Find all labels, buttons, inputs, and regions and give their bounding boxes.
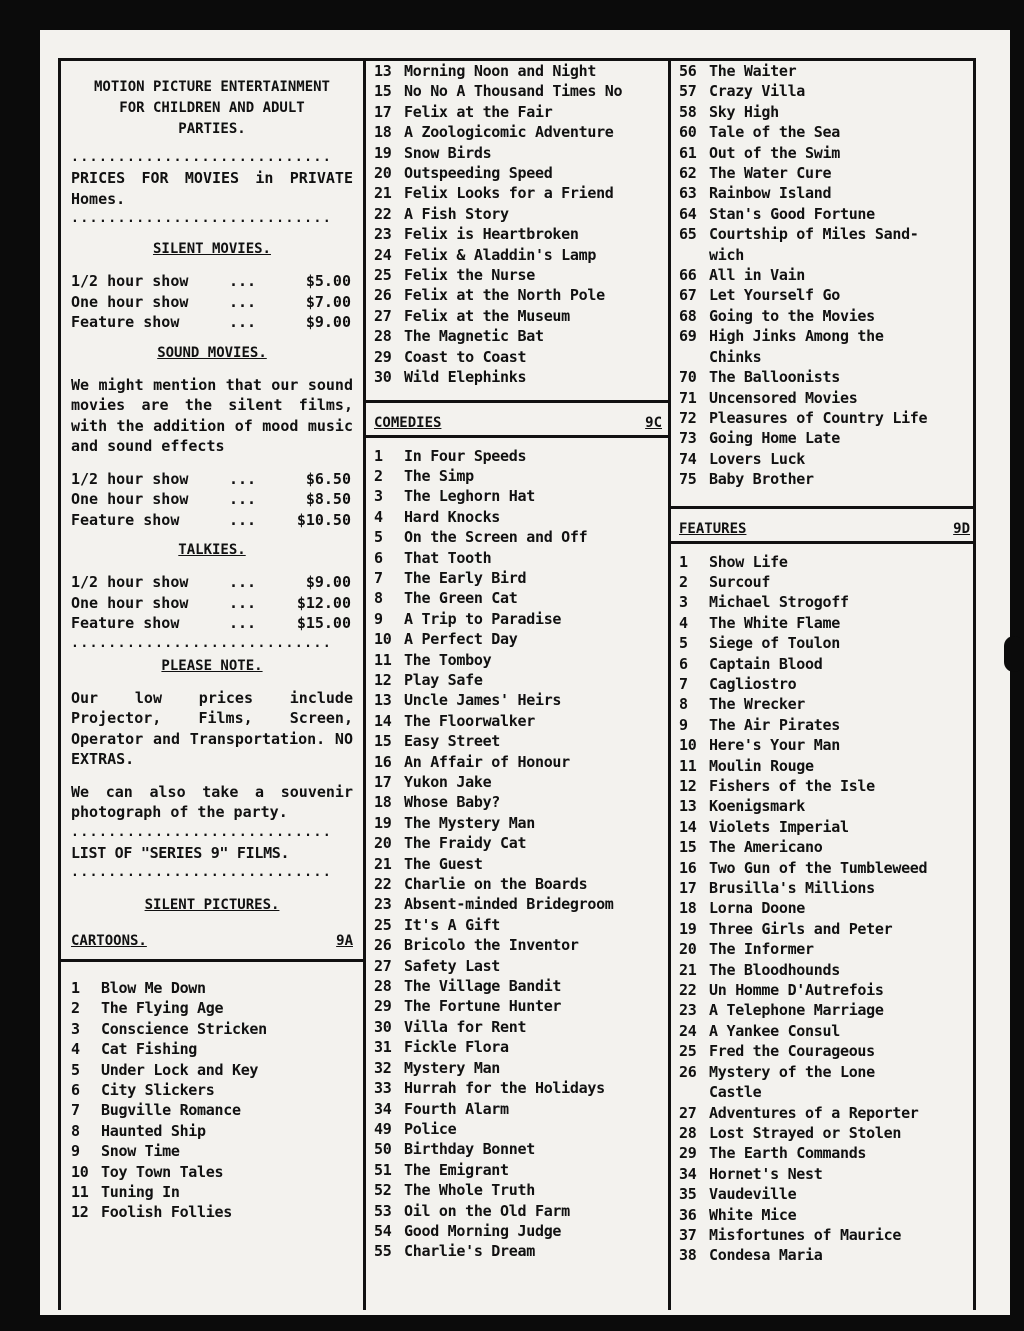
sound-movies-note: We might mention that our sound movies are the silent films, with the addition of mood music and sound effects xyxy=(71,375,353,455)
title-line: FOR CHILDREN AND ADULT xyxy=(119,100,305,116)
section-rule xyxy=(671,506,976,509)
sound-movies-prices xyxy=(71,469,353,531)
dotted-divider: ............................ xyxy=(71,865,333,880)
list-item: 16 An Affair of Honour xyxy=(374,752,570,771)
list-item: 17 Brusilla's Millions xyxy=(679,879,875,898)
price-row: 1/2 hour show ... $9.00 xyxy=(71,573,351,591)
punch-hole xyxy=(1004,636,1024,672)
please-note-heading: PLEASE NOTE. xyxy=(161,657,263,674)
list-item: 27 Safety Last xyxy=(374,956,501,975)
list-item: 37 Misfortunes of Maurice xyxy=(679,1225,902,1244)
list-item: 67 Let Yourself Go xyxy=(679,286,840,305)
dotted-divider: ............................ xyxy=(71,635,333,651)
list-item: 32 Mystery Man xyxy=(374,1058,501,1077)
talkies-prices xyxy=(71,572,353,634)
list-item: 9 Snow Time xyxy=(71,1142,180,1161)
list-item: 16 Two Gun of the Tumbleweed xyxy=(679,858,928,877)
list-item: 65 Courtship of Miles Sand- wich xyxy=(679,225,919,264)
list-item: 4 Cat Fishing xyxy=(71,1040,198,1059)
souvenir-text: We can also take a souvenir photograph of the party. xyxy=(71,782,353,821)
list-item: 22 Charlie on the Boards xyxy=(374,875,588,894)
list-item: 1 Show Life xyxy=(679,552,788,571)
list-item: 4 Hard Knocks xyxy=(374,507,501,526)
list-item: 17 Yukon Jake xyxy=(374,773,492,791)
list-item: 11 Moulin Rouge xyxy=(679,756,814,775)
list-item: 6 Captain Blood xyxy=(679,654,823,673)
list-item: 11 Tuning In xyxy=(71,1183,180,1202)
list-item: 68 Going to the Movies xyxy=(679,306,875,325)
list-item: 60 Tale of the Sea xyxy=(679,123,840,142)
list-item: 75 Baby Brother xyxy=(679,470,814,489)
price-row: 1/2 hour show ... $6.50 xyxy=(71,469,351,488)
prices-heading: PRICES FOR MOVIES in PRIVATE Homes. xyxy=(71,169,353,208)
list-item: 3 Michael Strogoff xyxy=(679,593,849,612)
price-row: One hour show ... $7.00 xyxy=(71,292,351,311)
price-row: Feature show ... $15.00 xyxy=(71,614,351,632)
list-item: 20 The Fraidy Cat xyxy=(374,834,527,853)
list-item: 52 The Whole Truth xyxy=(374,1181,535,1200)
price-row: Feature show ... $10.50 xyxy=(71,510,351,529)
list-item: 7 Cagliostro xyxy=(679,674,797,693)
list-item: 14 Violets Imperial xyxy=(679,817,849,836)
list-item: 34 Hornet's Nest xyxy=(679,1164,823,1183)
list-item: 29 Coast to Coast xyxy=(374,347,527,366)
list-item: 61 Out of the Swim xyxy=(679,143,840,162)
cartoons-list-continued xyxy=(679,61,970,490)
list-item: 5 Siege of Toulon xyxy=(679,634,840,653)
list-item: 18 Lorna Doone xyxy=(679,899,806,918)
list-item: 19 The Mystery Man xyxy=(374,813,535,832)
list-item: 14 The Floorwalker xyxy=(374,711,535,730)
list-item: 9 The Air Pirates xyxy=(679,715,840,734)
list-item: 73 Going Home Late xyxy=(679,429,840,448)
list-item: 13 Morning Noon and Night xyxy=(374,62,597,80)
list-item: 2 The Simp xyxy=(374,466,474,485)
section-rule xyxy=(61,959,363,962)
list-item: 56 The Waiter xyxy=(679,62,797,80)
list-item: 71 Uncensored Movies xyxy=(679,388,858,407)
list-item: 57 Crazy Villa xyxy=(679,82,806,101)
talkies-heading: TALKIES. xyxy=(178,542,246,558)
list-item: 23 Felix is Heartbroken xyxy=(374,225,579,244)
list-item: 70 The Balloonists xyxy=(679,368,840,387)
silent-pictures-heading: SILENT PICTURES. xyxy=(144,897,280,913)
list-item: 8 The Green Cat xyxy=(374,589,518,608)
list-item: 3 Conscience Stricken xyxy=(71,1019,267,1038)
title-line: MOTION PICTURE ENTERTAINMENT xyxy=(93,79,330,95)
column-cartoons-features xyxy=(671,61,976,1310)
title-line: PARTIES. xyxy=(178,121,246,137)
list-item: 7 The Early Bird xyxy=(374,568,527,587)
list-item: 58 Sky High xyxy=(679,102,779,121)
list-item: 20 Outspeeding Speed xyxy=(374,164,553,183)
price-row: One hour show ... $8.50 xyxy=(71,490,351,508)
list-item: 62 The Water Cure xyxy=(679,164,832,183)
list-item: 19 Three Girls and Peter xyxy=(679,919,893,938)
price-row: 1/2 hour show ... $5.00 xyxy=(71,272,351,290)
list-item: 25 Fred the Courageous xyxy=(679,1042,875,1061)
cartoons-heading: CARTOONS. 9A xyxy=(71,933,353,949)
list-item: 5 On the Screen and Off xyxy=(374,528,588,547)
list-item: 20 The Informer xyxy=(679,940,814,959)
list-item: 8 The Wrecker xyxy=(679,695,806,714)
list-item: 4 The White Flame xyxy=(679,613,840,632)
list-item: 34 Fourth Alarm xyxy=(374,1099,509,1118)
list-item: 27 Felix at the Museum xyxy=(374,306,570,325)
list-item: 2 The Flying Age xyxy=(71,999,224,1018)
list-item: 55 Charlie's Dream xyxy=(374,1242,535,1261)
list-item: 23 A Telephone Marriage xyxy=(679,1001,884,1020)
list-item: 13 Koenigsmark xyxy=(679,797,806,816)
list-item: 25 Felix the Nurse xyxy=(374,266,535,285)
list-item: 23 Absent-minded Bridegroom xyxy=(374,895,614,914)
list-item: 33 Hurrah for the Holidays xyxy=(374,1079,605,1098)
list-item: 8 Haunted Ship xyxy=(71,1121,206,1140)
list-item: 26 Mystery of the Lone Castle xyxy=(679,1062,875,1102)
list-item: 28 Lost Strayed or Stolen xyxy=(679,1123,902,1142)
list-item: 5 Under Lock and Key xyxy=(71,1060,259,1079)
list-item: 24 A Yankee Consul xyxy=(679,1021,840,1040)
list-item: 19 Snow Birds xyxy=(374,143,492,162)
list-item: 10 A Perfect Day xyxy=(374,630,518,649)
list-item: 21 The Bloodhounds xyxy=(679,960,840,979)
please-note-text: Our low prices include Projector, Films, Screen, Operator and Transportation. NO EXTRAS. xyxy=(71,688,353,768)
dotted-divider: ............................ xyxy=(71,150,333,165)
list-item: 9 A Trip to Paradise xyxy=(374,609,562,628)
list-item: 29 The Earth Commands xyxy=(679,1144,867,1163)
features-list xyxy=(679,552,970,1266)
list-item: 49 Police xyxy=(374,1119,457,1138)
features-heading: FEATURES 9D xyxy=(679,520,970,537)
list-item: 69 High Jinks Among the Chinks xyxy=(679,327,884,366)
comedies-heading: COMEDIES 9C xyxy=(374,414,662,431)
list-item: 36 White Mice xyxy=(679,1205,797,1224)
list-item: 2 Surcouf xyxy=(679,572,771,591)
list-item: 15 Easy Street xyxy=(374,732,501,751)
list-item: 18 Whose Baby? xyxy=(374,793,501,812)
list-item: 6 That Tooth xyxy=(374,548,492,567)
list-item: 26 Bricolo the Inventor xyxy=(374,936,579,955)
list-item: 25 It's A Gift xyxy=(374,915,501,934)
list-item: 72 Pleasures of Country Life xyxy=(679,408,928,427)
dotted-divider: ............................ xyxy=(71,211,333,226)
list-item: 1 In Four Speeds xyxy=(374,446,527,465)
list-item: 29 The Fortune Hunter xyxy=(374,997,562,1016)
list-item: 74 Lovers Luck xyxy=(679,449,806,468)
silent-movies-heading: SILENT MOVIES. xyxy=(152,241,271,257)
section-rule xyxy=(671,541,976,544)
list-item: 22 Un Homme D'Autrefois xyxy=(679,981,884,1000)
price-row: Feature show ... $9.00 xyxy=(71,313,351,331)
list-item: 28 The Magnetic Bat xyxy=(374,327,544,346)
cartoons-list xyxy=(71,978,353,1223)
list-item: 12 Play Safe xyxy=(374,670,483,689)
list-item: 53 Oil on the Old Farm xyxy=(374,1201,570,1220)
list-item: 3 The Leghorn Hat xyxy=(374,487,535,506)
list-item: 15 The Americano xyxy=(679,838,823,857)
list-item: 26 Felix at the North Pole xyxy=(374,286,605,305)
list-item: 13 Uncle James' Heirs xyxy=(374,691,562,710)
comedies-list xyxy=(374,446,662,1262)
list-item: 15 No No A Thousand Times No xyxy=(374,82,623,101)
section-rule xyxy=(366,435,668,438)
list-item: 6 City Slickers xyxy=(71,1081,215,1100)
list-item: 35 Vaudeville xyxy=(679,1185,797,1204)
list-item: 30 Wild Elephinks xyxy=(374,368,527,387)
list-item: 66 All in Vain xyxy=(679,266,806,285)
list-item: 64 Stan's Good Fortune xyxy=(679,204,875,223)
list-item: 21 Felix Looks for a Friend xyxy=(374,184,614,203)
list-item: 17 Felix at the Fair xyxy=(374,102,553,121)
silent-movies-prices xyxy=(71,271,353,333)
list-item: 30 Villa for Rent xyxy=(374,1017,527,1036)
list-item: 31 Fickle Flora xyxy=(374,1038,509,1057)
list-item: 18 A Zoologicomic Adventure xyxy=(374,123,614,142)
list-item: 1 Blow Me Down xyxy=(71,979,206,997)
list-item: 10 Toy Town Tales xyxy=(71,1162,224,1181)
list-item: 21 The Guest xyxy=(374,854,483,873)
list-item: 63 Rainbow Island xyxy=(679,184,832,203)
column-cartoons-comedies xyxy=(366,61,671,1310)
list-item: 38 Condesa Maria xyxy=(679,1246,823,1265)
series-list-heading: LIST OF "SERIES 9" FILMS. xyxy=(71,843,290,862)
list-item: 50 Birthday Bonnet xyxy=(374,1140,535,1159)
list-item: 51 The Emigrant xyxy=(374,1160,509,1179)
list-item: 12 Foolish Follies xyxy=(71,1203,232,1222)
section-rule xyxy=(366,400,668,403)
cartoons-list-continued xyxy=(374,61,662,388)
list-item: 12 Fishers of the Isle xyxy=(679,777,875,795)
column-prices xyxy=(61,61,366,1310)
list-item: 54 Good Morning Judge xyxy=(374,1221,562,1240)
price-row: One hour show ... $12.00 xyxy=(71,593,351,612)
list-item: 27 Adventures of a Reporter xyxy=(679,1103,919,1122)
list-item: 7 Bugville Romance xyxy=(71,1101,241,1120)
dotted-divider: ............................ xyxy=(71,824,333,840)
list-item: 22 A Fish Story xyxy=(374,204,509,223)
list-item: 24 Felix & Aladdin's Lamp xyxy=(374,245,597,264)
document-page xyxy=(40,30,1010,1315)
list-item: 28 The Village Bandit xyxy=(374,977,562,996)
sound-movies-heading: SOUND MOVIES. xyxy=(157,344,267,361)
price-list-frame xyxy=(58,58,976,1310)
list-item: 11 The Tomboy xyxy=(374,650,492,669)
list-item: 10 Here's Your Man xyxy=(679,736,840,755)
